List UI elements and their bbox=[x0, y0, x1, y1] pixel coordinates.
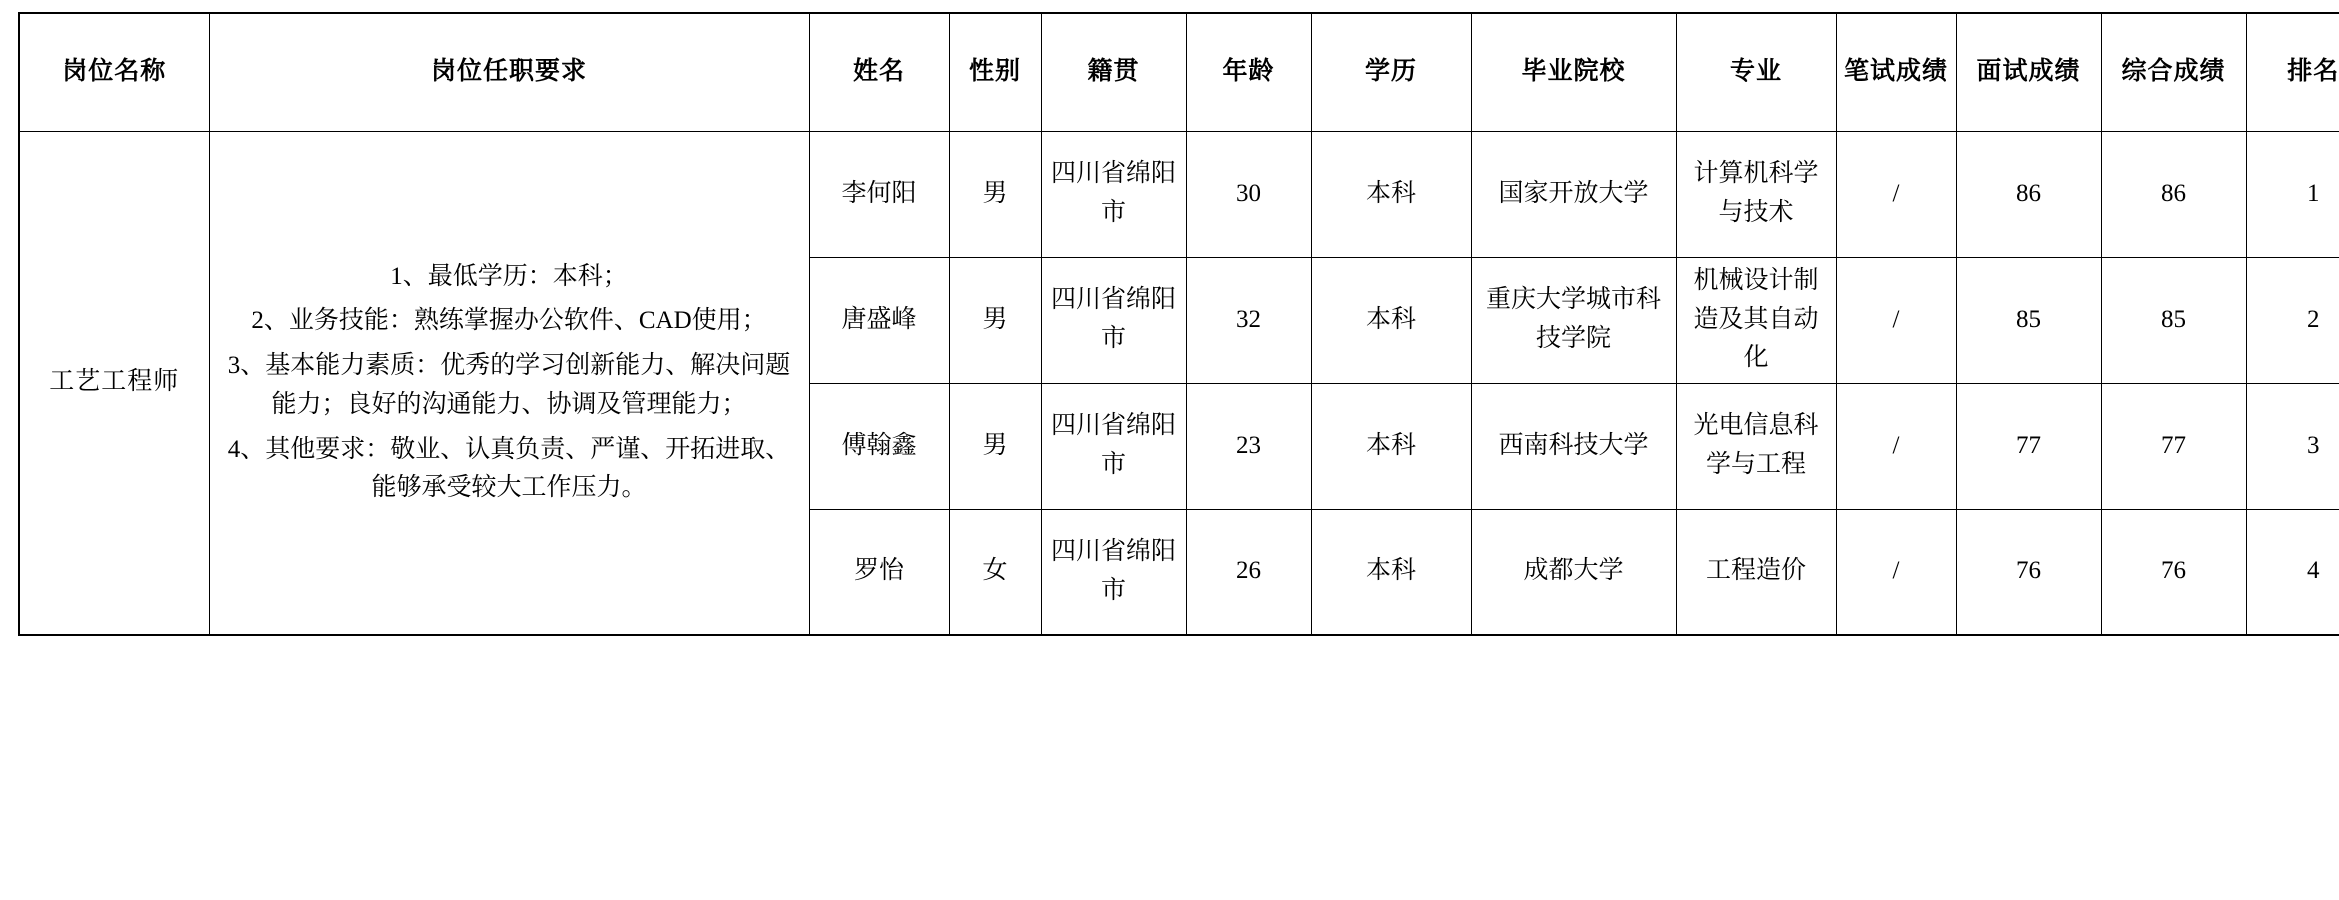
cell-school: 成都大学 bbox=[1471, 509, 1676, 635]
cell-rank: 1 bbox=[2246, 131, 2339, 257]
cell-interview-score: 86 bbox=[1956, 131, 2101, 257]
cell-post: 工艺工程师 bbox=[19, 131, 209, 635]
cell-education: 本科 bbox=[1311, 509, 1471, 635]
cell-written-score: / bbox=[1836, 509, 1956, 635]
cell-major: 光电信息科学与工程 bbox=[1676, 383, 1836, 509]
cell-name: 傅翰鑫 bbox=[809, 383, 949, 509]
cell-interview-score: 77 bbox=[1956, 383, 2101, 509]
cell-major: 机械设计制造及其自动化 bbox=[1676, 257, 1836, 383]
requirement-line: 3、基本能力素质：优秀的学习创新能力、解决问题能力；良好的沟通能力、协调及管理能力； bbox=[227, 352, 791, 418]
header-gender: 性别 bbox=[949, 13, 1041, 131]
cell-interview-score: 85 bbox=[1956, 257, 2101, 383]
cell-name: 李何阳 bbox=[809, 131, 949, 257]
cell-education: 本科 bbox=[1311, 383, 1471, 509]
header-row bbox=[19, 13, 2339, 131]
cell-written-score: / bbox=[1836, 131, 1956, 257]
header-post: 岗位名称 bbox=[19, 13, 209, 131]
cell-total-score: 86 bbox=[2101, 131, 2246, 257]
table-row bbox=[19, 131, 2339, 257]
cell-school: 重庆大学城市科技学院 bbox=[1471, 257, 1676, 383]
table-body bbox=[19, 131, 2339, 635]
cell-school: 西南科技大学 bbox=[1471, 383, 1676, 509]
header-total-score: 综合成绩 bbox=[2101, 13, 2246, 131]
cell-rank: 4 bbox=[2246, 509, 2339, 635]
recruitment-result-table bbox=[18, 12, 2339, 636]
cell-written-score: / bbox=[1836, 383, 1956, 509]
cell-gender: 男 bbox=[949, 131, 1041, 257]
cell-requirements bbox=[209, 131, 809, 635]
table-header bbox=[19, 13, 2339, 131]
cell-name: 罗怡 bbox=[809, 509, 949, 635]
header-education: 学历 bbox=[1311, 13, 1471, 131]
cell-rank: 3 bbox=[2246, 383, 2339, 509]
cell-gender: 男 bbox=[949, 383, 1041, 509]
header-native-place: 籍贯 bbox=[1041, 13, 1186, 131]
requirement-line: 1、最低学历：本科； bbox=[390, 262, 628, 290]
cell-age: 32 bbox=[1186, 257, 1311, 383]
cell-native-place: 四川省绵阳市 bbox=[1041, 257, 1186, 383]
header-rank: 排名 bbox=[2246, 13, 2339, 131]
cell-native-place: 四川省绵阳市 bbox=[1041, 509, 1186, 635]
header-name: 姓名 bbox=[809, 13, 949, 131]
cell-gender: 男 bbox=[949, 257, 1041, 383]
header-school: 毕业院校 bbox=[1471, 13, 1676, 131]
cell-total-score: 85 bbox=[2101, 257, 2246, 383]
requirement-line: 2、业务技能：熟练掌握办公软件、CAD使用； bbox=[251, 307, 767, 335]
cell-age: 23 bbox=[1186, 383, 1311, 509]
requirement-line: 4、其他要求：敬业、认真负责、严谨、开拓进取、能够承受较大工作压力。 bbox=[227, 435, 791, 502]
header-requirements: 岗位任职要求 bbox=[209, 13, 809, 131]
header-major: 专业 bbox=[1676, 13, 1836, 131]
cell-major: 计算机科学与技术 bbox=[1676, 131, 1836, 257]
header-written-score: 笔试成绩 bbox=[1836, 13, 1956, 131]
cell-written-score: / bbox=[1836, 257, 1956, 383]
cell-education: 本科 bbox=[1311, 131, 1471, 257]
cell-total-score: 76 bbox=[2101, 509, 2246, 635]
cell-native-place: 四川省绵阳市 bbox=[1041, 383, 1186, 509]
cell-age: 26 bbox=[1186, 509, 1311, 635]
cell-name: 唐盛峰 bbox=[809, 257, 949, 383]
cell-rank: 2 bbox=[2246, 257, 2339, 383]
cell-interview-score: 76 bbox=[1956, 509, 2101, 635]
cell-school: 国家开放大学 bbox=[1471, 131, 1676, 257]
header-interview-score: 面试成绩 bbox=[1956, 13, 2101, 131]
cell-education: 本科 bbox=[1311, 257, 1471, 383]
header-age: 年龄 bbox=[1186, 13, 1311, 131]
cell-gender: 女 bbox=[949, 509, 1041, 635]
cell-major: 工程造价 bbox=[1676, 509, 1836, 635]
cell-total-score: 77 bbox=[2101, 383, 2246, 509]
cell-age: 30 bbox=[1186, 131, 1311, 257]
cell-native-place: 四川省绵阳市 bbox=[1041, 131, 1186, 257]
